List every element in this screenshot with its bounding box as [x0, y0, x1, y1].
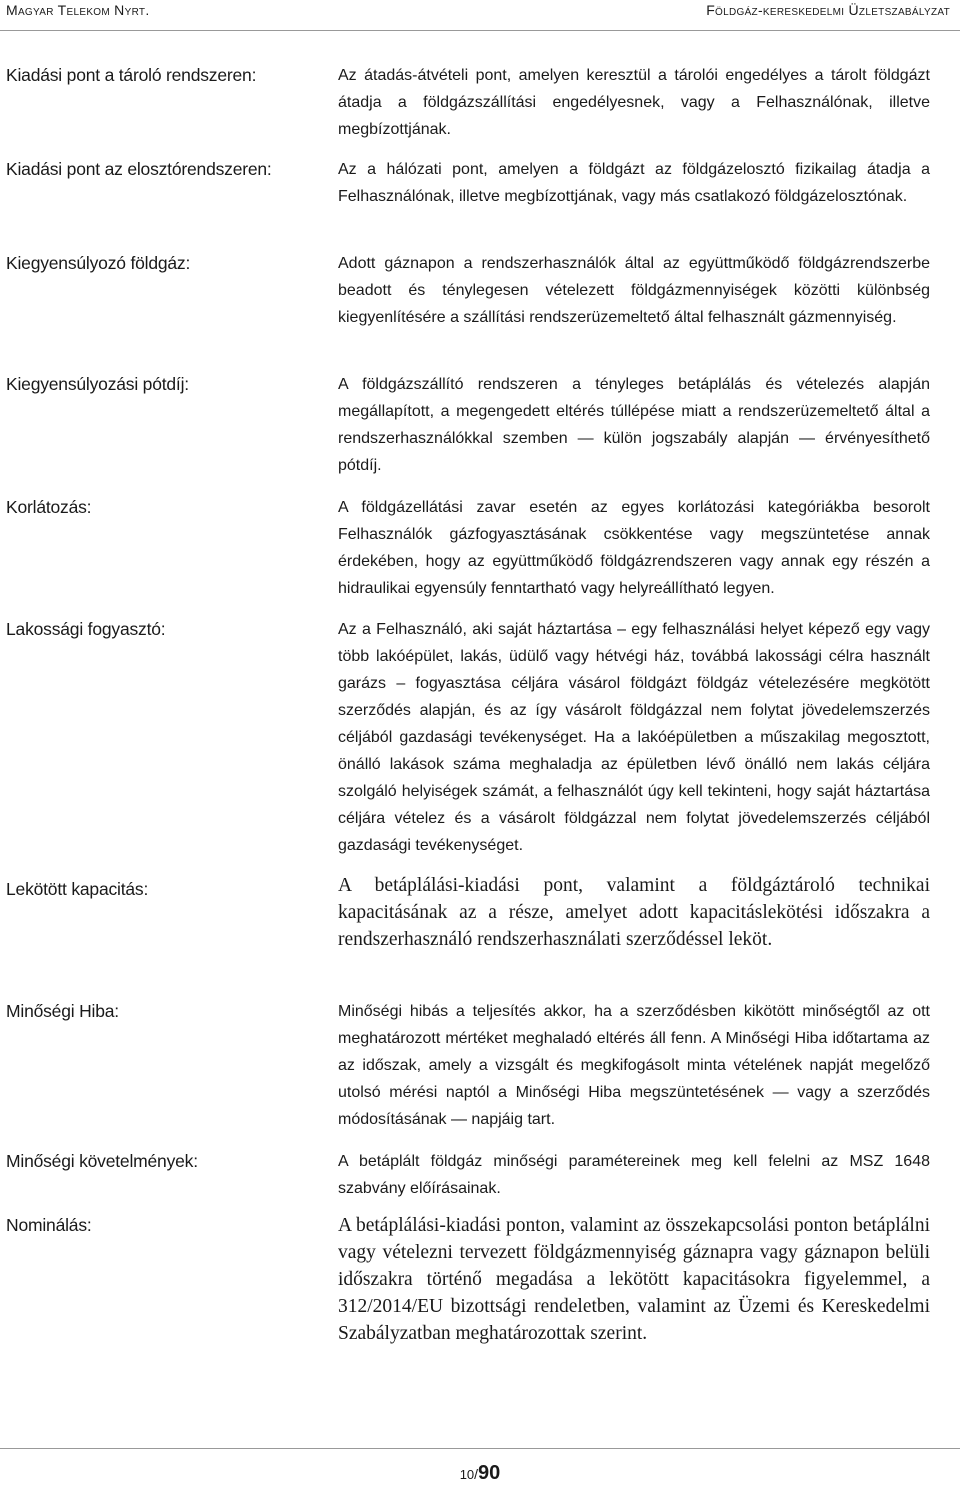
footer-divider: [0, 1448, 960, 1449]
term-definition: A betáplálási-kiadási pont, valamint a földgáztároló technikai kapacitásának az a része, amelyet adott kapacitáslekötési időszakra a rendszerhasználó rendszerhasználati szerződéssel leköt.: [338, 875, 930, 950]
term-definition: A földgázellátási zavar esetén az egyes korlátozási kategóriákba besorolt Felhasználók gázfogyasztásának csökkentése vagy megszüntetése annak érdekében, hogy az együttműködő földgázrendszeren vagy annak egy részén a hidraulikai egyensúly fenntartható vagy helyreállítható legyen.: [338, 499, 930, 597]
page-header: [6, 2, 950, 24]
term-definition: A betáplálási-kiadási ponton, valamint az összekapcsolási ponton betáplálni vagy vételezni tervezett földgázmennyiség gáznapra vagy gáznapon belüli időszakra történő megadása a lekötött kapacitásokra figyelemmel, a 312/2014/EU bizottsági rendeletben, valamint az Üzemi és Kereskedelmi Szabályzatban meghatározottak szerint.: [338, 1215, 930, 1344]
term-definition: A földgázszállító rendszeren a tényleges betáplálás és vételezés alapján megállapított, a megengedett eltérés túllépése miatt a rendszerüzemeltető által a rendszerhasználókkal szemben — külön jogszabály alapján — érvényesíthető pótdíj.: [338, 376, 930, 474]
company-name: Magyar Telekom Nyrt.: [6, 2, 150, 18]
term-label: Lakossági fogyasztó:: [6, 619, 166, 639]
page-number: [0, 1462, 960, 1485]
term-definition: Adott gáznapon a rendszerhasználók által az együttműködő földgázrendszerbe beadott és ténylegesen vételezett földgázmennyiségek közötti különbség kiegyenlítésére a szállítási rendszerüzemeltető által felhasznált gázmennyiség.: [338, 255, 930, 326]
term-label: Minőségi követelmények:: [6, 1151, 198, 1171]
term-definition: Az átadás-átvételi pont, amelyen keresztül a tárolói engedélyes a tárolt földgázt átadja a földgázszállítási engedélyesnek, vagy a Felhasználónak, illetve megbízottjának.: [338, 67, 930, 138]
term-label: Kiadási pont az elosztórendszeren:: [6, 159, 272, 179]
term-definition: Az a hálózati pont, amelyen a földgázt az földgázelosztó fizikailag átadja a Felhasználónak, illetve megbízottjának, vagy más csatlakozó földgázelosztónak.: [338, 161, 930, 205]
page-separator: /: [474, 1466, 479, 1482]
page-total: 90: [478, 1462, 501, 1484]
term-label: Lekötött kapacitás:: [6, 879, 149, 899]
term-label: Nominálás:: [6, 1215, 92, 1235]
term-label: Kiegyensúlyozási pótdíj:: [6, 374, 189, 394]
term-label: Korlátozás:: [6, 497, 92, 517]
term-label: Kiegyensúlyozó földgáz:: [6, 253, 191, 273]
term-definition: Az a Felhasználó, aki saját háztartása – egy felhasználási helyet képező egy vagy több lakóépület, lakás, üdülő vagy hétvégi ház, továbbá lakossági célra használt garázs – fogyasztása céljára vásárol földgázt földgáz vételezésére megkötött szerződés alapján, és az így vásárolt földgázzal nem folytat jövedelemszerzés céljából gazdasági tevékenységet. Ha a lakóépületben a műszakilag megosztott, önálló lakások száma meghaladja az épületben lévő önálló nem lakás céljára szolgáló helyiségek számát, a felhasználót úgy kell tekinteni, hogy saját háztartása céljára vételez és a vásárolt földgázzal nem folytat jövedelemszerzés céljából gazdasági tevékenységet.: [338, 621, 930, 854]
document-title: Földgáz-kereskedelmi Üzletszabályzat: [706, 2, 950, 18]
page-current: 10: [459, 1467, 475, 1482]
term-definition: Minőségi hibás a teljesítés akkor, ha a szerződésben kikötött minőségtől az ott meghatározott mértéket meghaladó eltérés áll fenn. A Minőségi Hiba időtartama az az időszak, amely a vizsgált és megkifogásolt minta vételének napját megelőző utolsó mérési naptól a Minőségi Hiba megszüntetésének — vagy a szerződés módosításának — napjáig tart.: [338, 1003, 930, 1128]
header-divider: [0, 30, 960, 31]
term-label: Kiadási pont a tároló rendszeren:: [6, 65, 257, 85]
term-definition: A betáplált földgáz minőségi paramétereinek meg kell felelni az MSZ 1648 szabvány előírásainak.: [338, 1153, 930, 1197]
term-label: Minőségi Hiba:: [6, 1001, 119, 1021]
